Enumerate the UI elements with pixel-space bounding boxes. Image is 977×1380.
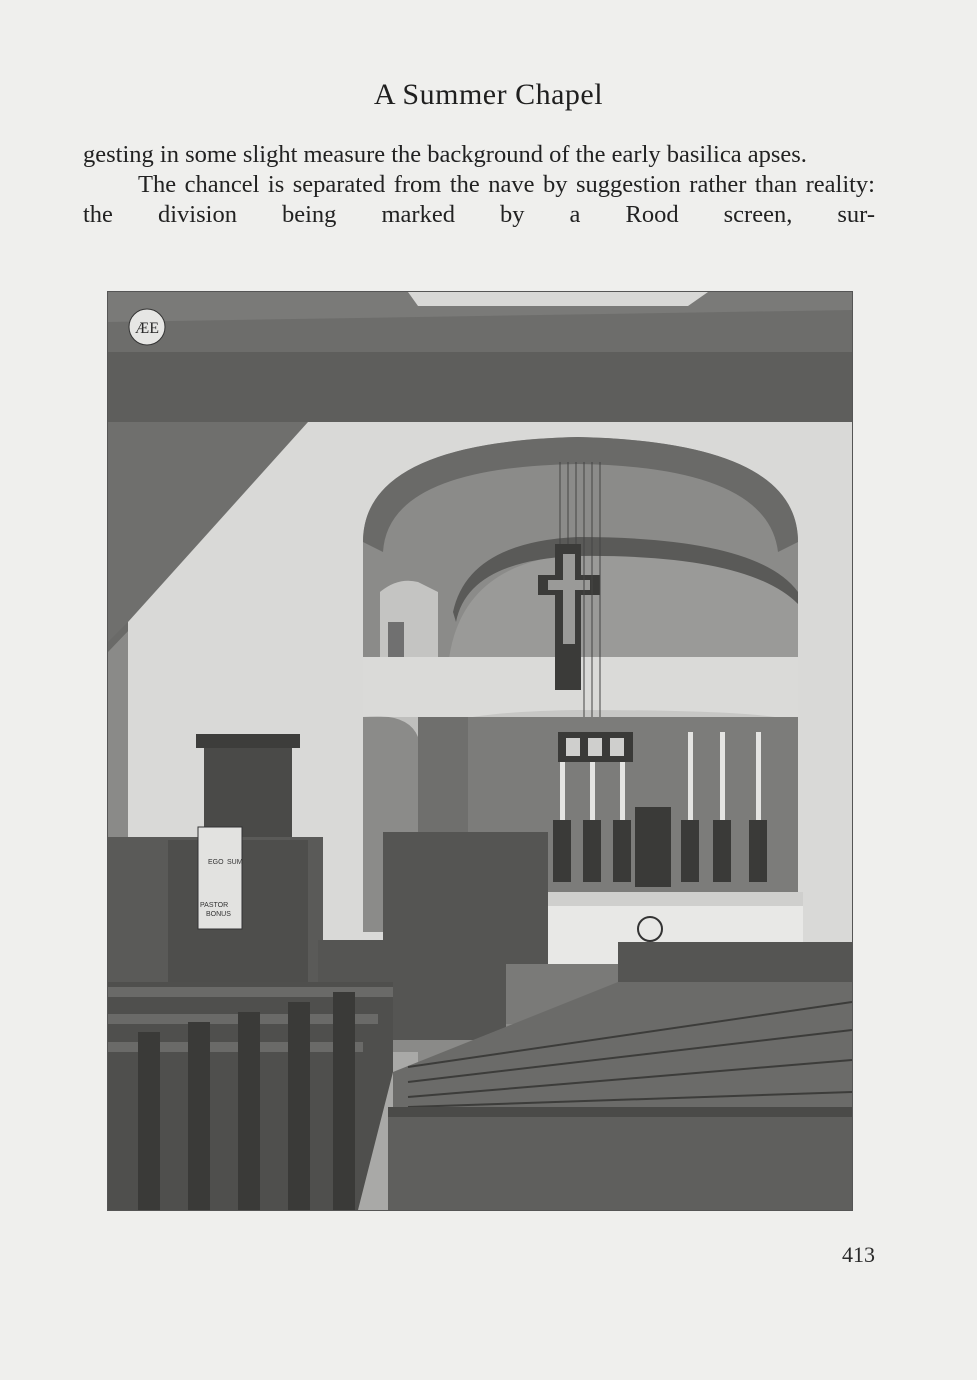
banner-text-pastor: PASTOR <box>200 902 229 909</box>
paragraph-continued: gesting in some slight measure the background of the early basilica apses. <box>83 141 807 168</box>
banner-text-sum: SUM <box>227 859 243 866</box>
running-head-title: A Summer Chapel <box>373 78 604 111</box>
chapel-interior-illustration <box>107 291 853 1211</box>
banner-text-bonus: BONUS <box>206 911 231 918</box>
banner-text-ego: EGO <box>208 859 224 866</box>
body-text <box>83 140 875 230</box>
page-number: 413 <box>842 1242 875 1267</box>
paragraph-chancel: The chancel is separated from the nave by suggestion rather than reality: the division being marked by a Rood screen, sur- <box>83 171 875 228</box>
artist-signature: ÆE <box>135 320 159 337</box>
